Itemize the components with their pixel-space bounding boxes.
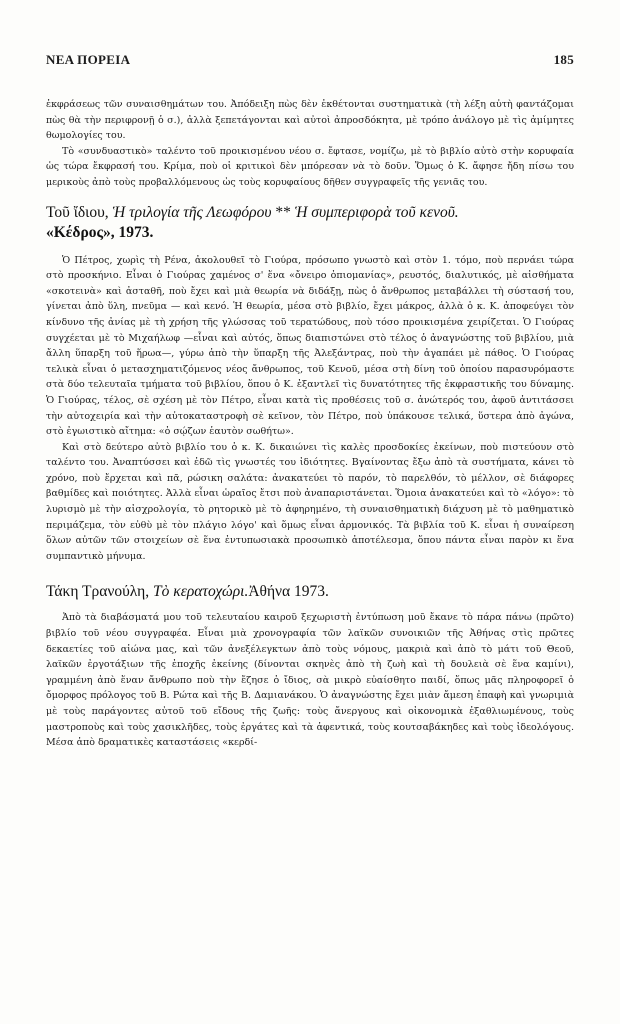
review-2-author: Τάκη Τρανούλη,: [46, 583, 150, 601]
review-1-separator: **: [271, 203, 295, 221]
review-1-paragraph-2: Καὶ στὸ δεύτερο αὐτὸ βιβλίο του ὁ κ. Κ. δικαιώνει τὶς καλὲς προσδοκίες ἐκείνων, ποὺ πιστεύουν στὸ ταλέντο του. Ἀναπτύσσει καὶ ἐδῶ τὶς γνωστές του ἰδιότητες. Βγαίνοντας ἔξω ἀπὸ τὰ συστήματα, κάνει τὸ χρόνο, ποὺ ἔρχεται καὶ πᾶ, ρώσικη σαλάτα: ἀνακατεύει τὸ παρόν, τὸ παρελθόν, τὸ μέλλον, σὲ διάφορες βαθμίδες καὶ ποιότητες. Ἀλλὰ εἶναι ὡραῖος ἔτσι ποὺ ἀναπαριστάνεται. Ὅμοια ἀνακατεύει καὶ τὸ «λόγο»: τὸ λυρισμὸ μὲ τὴν αἰσχρολογία, τὸ ρητορικὸ μὲ τὸ ἀφηρημένο, τὴ συναισθηματικὴ διάχυση μὲ τὸ μαθηματικὸ περιμάζεμα, τὸν εὐθὺ μὲ τὸν πλάγιο λόγο' καὶ ὅμως εἶναι ἁρμονικός. Τὰ βιβλία τοῦ Κ. εἶναι ἡ συναίρεση ὅλων αὐτῶν τῶν στοιχείων σὲ ἕνα ἐντυπωσιακὰ προσωπικὸ ἀποτέλεσμα, ὅπου πάντα εἶναι παρὸν κι ἕνα συμπαντικὸ μήνυμα.: [46, 441, 574, 562]
review-heading-2: [46, 582, 574, 602]
review-1-publisher: «Κέδρος», 1973.: [46, 223, 154, 241]
intro-paragraph-1: ἐκφράσεως τῶν συναισθημάτων του. Ἀπόδειξη πὼς δὲν ἐκθέτονται συστηματικὰ (τὴ λέξη αὐτὴ φαντάζομαι πὼς θὰ τὴν περιφρονῇ ὁ σ.), ἀλλὰ ξεπετάγονται καὶ αὐτοὶ ἀπροσδόκητα, μὲ τρόπο ἀνάλογο μὲ τὶς ἀμίμητες θωμολογίες του.: [46, 99, 574, 142]
intro-paragraph-2: Τὸ «συνδυαστικὸ» ταλέντο τοῦ προικισμένου νέου σ. ἔφτασε, νομίζω, μὲ τὸ βιβλίο αὐτὸ στὴν κορυφαία ὡς τώρα ἔκφρασή του. Κρίμα, ποὺ οἱ κριτικοὶ δὲν μπόρεσαν νὰ τὸ δοῦν. Ὅμως ὁ Κ. ἄφησε ἤδη πίσω του μερικοὺς ἀπὸ τοὺς προβαλλόμενους ὡς τοὺς κορυφαίους δῆθεν συγγραφεῖς τῆς γενιᾶς του.: [46, 145, 574, 188]
page-number: 185: [553, 52, 574, 67]
review-1-author: Τοῦ ἴδιου,: [46, 203, 109, 221]
running-header: [46, 52, 574, 68]
page-body: [46, 97, 574, 751]
review-1-title-1: Ἡ τριλογία τῆς Λεωφόρου: [112, 203, 272, 221]
journal-title: ΝΕΑ ΠΟΡΕΙΑ: [46, 52, 131, 67]
review-2-publisher: Ἀθήνα 1973.: [248, 583, 329, 601]
review-1-title-2: Ἡ συμπεριφορὰ τοῦ κενοῦ.: [294, 203, 459, 221]
review-1-paragraph-1: Ὁ Πέτρος, χωρὶς τὴ Ρένα, ἀκολουθεῖ τὸ Γιούρα, πρόσωπο γνωστὸ καὶ στὸν 1. τόμο, ποὺ περνάει τώρα στὸ προσκήνιο. Εἶναι ὁ Γιούρας χαμένος σ' ἕνα «ὄνειρο ὀπιομανίας», ρευστός, διαλυτικός, μὲ αἰσθήματα «σκοτεινὰ» καὶ ἀσταθῆ, ποὺ ἔχει καὶ μιὰ θεωρία νὰ διδάξῃ, πὼς ὁ ἄνθρωπος μεταβάλλει τὴ σύστασή του, γίνεται ἀπὸ ὕλη, πνεῦμα — καὶ κενό. Ἡ θεωρία, μέσα στὸ βιβλίο, ἔχει μάκρος, ἀλλὰ ὁ κ. Κ. ἀποφεύγει τὸν κίνδυνο τῆς ἀνίας μὲ τὴ χρήση τῆς γλώσσας τοῦ τερατώδους, ποὺ τόσο προικισμένα χειρίζεται. Ὁ Γιούρας συγχέεται μὲ τὸ Μιχαήλωφ —εἶναι καὶ αὐτός, ὅπως διαπιστώνει στὸ τέλος ὁ ἀναγνώστης τοῦ βιβλίου, μιὰ ἄλλη ὕπαρξη τοῦ ἥρωα—, γύρω ἀπὸ τὴν ὕπαρξη τῆς Ἀλεξάντρας, ποὺ τὴν ἀγαπάει μὲ πάθος. Ὁ Γιούρας τελικὰ εἶναι ὁ μετασχηματιζόμενος νέος ἄνθρωπος, τοῦ Κενοῦ, μέσα στὴ δίνη τοῦ ὁποίου παρασυρόμαστε στὰ δύο τελευταῖα τμήματα τοῦ βιβλίου, ὅπου ὁ Κ. ἐξαντλεῖ τὶς δυνατότητες τῆς ἐκφραστικῆς του δύναμης. Ὁ Γιούρας, τέλος, σὲ σχέση μὲ τὸν Πέτρο, εἶναι κατὰ τὶς προθέσεις τοῦ σ. ἀνώτερός του, ἀφοῦ ἀντιτάσσει τὴν αὐτοχειρία καὶ τὴν αὐτοκαταστροφὴ σὲ κεῖνον, τὸν Πέτρο, ποὺ ὑπάκουσε τελικά, ὕστερα ἀπὸ ἀγώνα, στὸ ἐγωιστικὸ αἴτημα: «ὁ σῴζων ἑαυτὸν σωθήτω».: [46, 254, 574, 438]
review-2-title: Τὸ κερατοχώρι.: [153, 583, 249, 601]
review-heading-1: [46, 203, 574, 243]
review-2-paragraph-1: Ἀπὸ τὰ διαβάσματά μου τοῦ τελευταίου καιροῦ ξεχωριστὴ ἐντύπωση μοῦ ἔκανε τὸ πάρα πάνω (πρῶτο) βιβλίο τοῦ νέου συγγραφέα. Εἶναι μιὰ χρονογραφία τῶν λαϊκῶν συνοικιῶν τῆς Ἀθήνας στὶς πρῶτες δεκαετίες τοῦ αἰώνα μας, καὶ τῶν ἀνεξέλεγκτων ἀπὸ τοὺς νόμους, μακριὰ καὶ ἀπὸ τὸ μάτι τοῦ Θεοῦ, λαϊκῶν ἐργοτάξιων τῆς ἐποχῆς ἐκείνης (δίνονται σκηνὲς ἀπὸ τὴ ζωὴ καὶ τὴ δουλειὰ σὲ ἕνα καμίνι), γραμμένη ἀπὸ ἕναν ἄνθρωπο ποὺ τὴν ἔζησε ὁ ἴδιος, σὰ μικρὸ εὐαίσθητο παιδί, ὅπως μᾶς πληροφορεῖ ὁ ὄμορφος πρόλογος τοῦ Β. Ρώτα καὶ τῆς Β. Δαμιανάκου. Ὁ ἀναγνώστης ἔχει μιὰν ἄμεση ἐπαφὴ καὶ γνωριμιὰ μὲ τοὺς παράγοντες αὐτοῦ τοῦ εἴδους τῆς ζωῆς: τοὺς ἄνεργους καὶ οἰκονομικὰ ἐξαθλιωμένους, τοὺς μαστροποὺς καὶ τοὺς χασικλῆδες, τοὺς ἐργάτες καὶ τὰ ἀφεντικά, τοὺς κουτσαβάκηδες καὶ τοὺς ἰδεολόγους. Μέσα ἀπὸ δραματικὲς καταστάσεις «κερδί-: [46, 612, 574, 749]
